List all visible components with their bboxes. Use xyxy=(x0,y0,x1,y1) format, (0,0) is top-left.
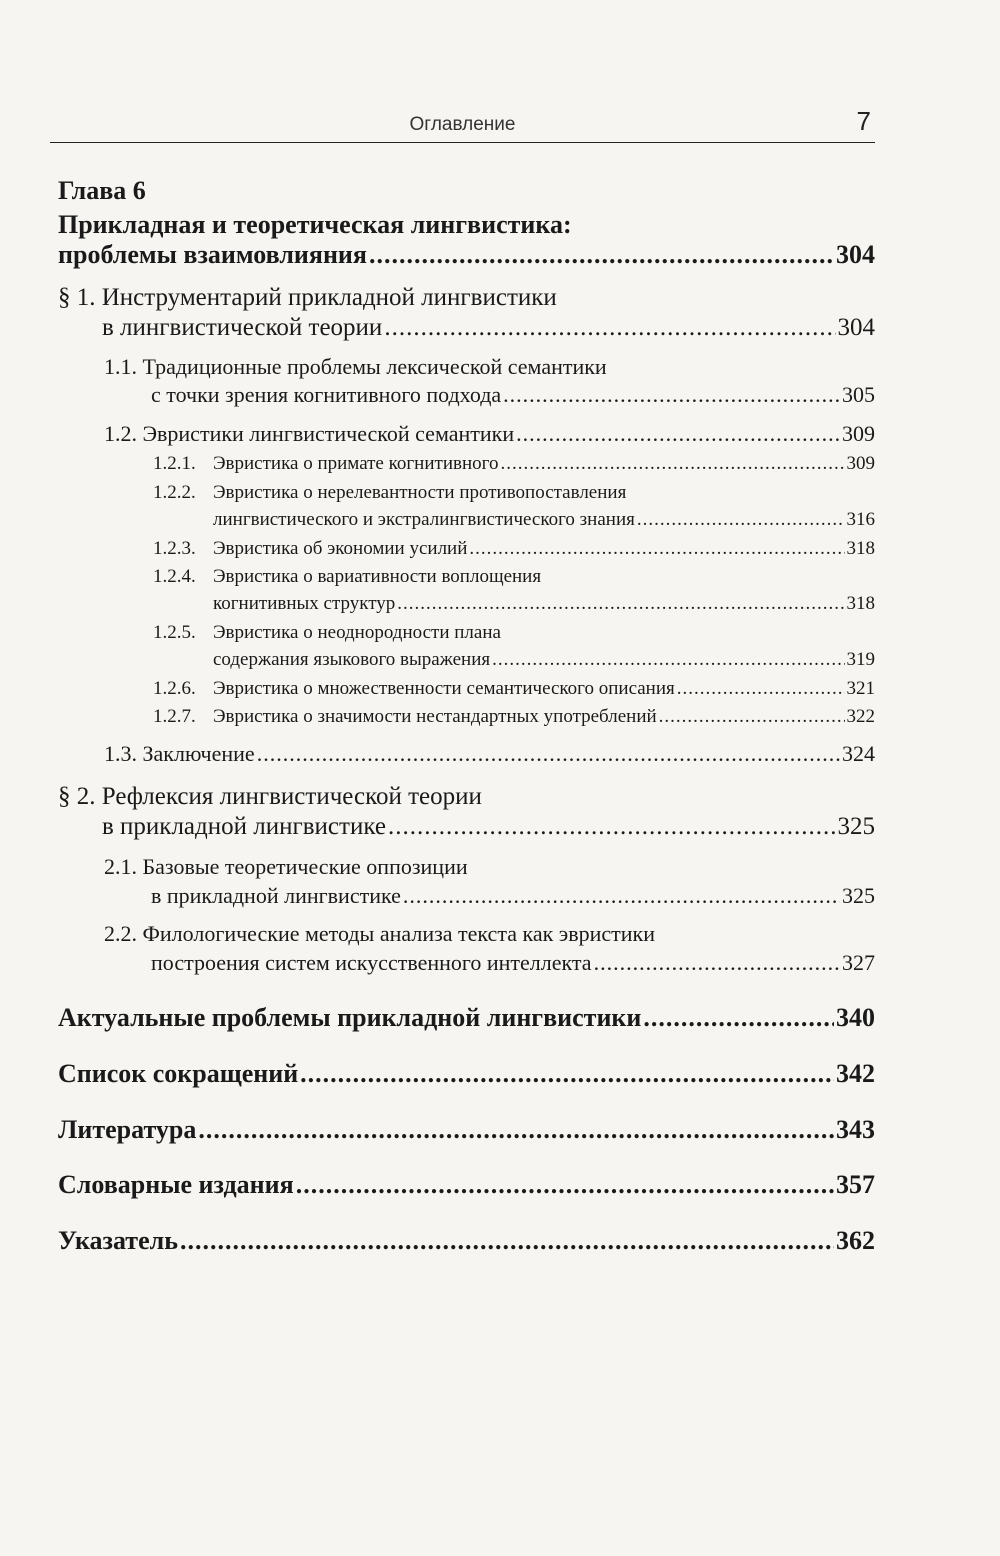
leader-dots xyxy=(369,240,834,270)
leader-dots xyxy=(492,649,844,671)
sub-1-1-line2: с точки зрения когнитивного подхода xyxy=(151,382,502,407)
toc-entry-1-2-2-line1 xyxy=(153,482,626,504)
toc-page-number: 304 xyxy=(836,240,875,269)
entry-title: Эвристика о вариативности воплощения xyxy=(213,566,542,587)
entry-number: 1.2.4. xyxy=(153,566,196,587)
toc-entry-index[interactable] xyxy=(58,1226,875,1256)
leader-dots xyxy=(296,1170,834,1200)
sub-1-1-line1 xyxy=(104,354,607,380)
toc-page-number: 309 xyxy=(842,421,875,446)
toc-page-number: 321 xyxy=(846,678,875,699)
toc-entry-1-2-1[interactable] xyxy=(153,453,875,475)
toc-entry-1-3[interactable] xyxy=(104,741,875,767)
entry-title: Заключение xyxy=(142,741,255,766)
entry-title-line2: содержания языкового выражения xyxy=(213,649,491,670)
toc-page-number: 324 xyxy=(842,741,875,766)
entry-number: 1.2.1. xyxy=(153,453,196,474)
section2-line2: в прикладной лингвистике xyxy=(102,813,386,840)
entry-number: 1.2.6. xyxy=(153,678,196,699)
sub-2-1-line2: в прикладной лингвистике xyxy=(151,883,401,908)
entry-number: 1.2. xyxy=(104,421,137,446)
toc-page-number: 343 xyxy=(836,1115,875,1144)
section1-line1: § 1. Инструментарий прикладной лингвистики xyxy=(58,284,557,311)
toc-page-number: 357 xyxy=(836,1170,875,1199)
entry-title: Базовые теоретические оппозиции xyxy=(142,854,468,879)
leader-dots xyxy=(257,741,840,767)
toc-entry-literature[interactable] xyxy=(58,1115,875,1145)
chapter-title-line1: Прикладная и теоретическая лингвистика: xyxy=(58,210,572,239)
entry-title: Эвристика о множественности семантического описания xyxy=(213,678,675,699)
entry-title: Указатель xyxy=(58,1226,178,1255)
entry-title: Эвристика о значимости нестандартных употреблений xyxy=(213,706,657,727)
entry-title: Эвристика о нерелевантности противопоставления xyxy=(213,482,627,503)
toc-entry-chapter[interactable] xyxy=(58,240,875,270)
chapter-title-line2: проблемы взаимовлияния xyxy=(58,240,367,269)
toc-entry-dictionaries[interactable] xyxy=(58,1170,875,1200)
leader-dots xyxy=(397,593,844,615)
leader-dots xyxy=(403,883,840,909)
chapter-label: Глава 6 xyxy=(58,176,146,205)
sub-2-2-line2: построения систем искусственного интеллекта xyxy=(151,950,592,975)
entry-number: 1.3. xyxy=(104,741,137,766)
entry-title: Актуальные проблемы прикладной лингвистики xyxy=(58,1003,642,1032)
toc-page-number: 362 xyxy=(836,1226,875,1255)
leader-dots xyxy=(637,509,845,531)
leader-dots xyxy=(469,538,844,560)
entry-number: 1.2.3. xyxy=(153,538,196,559)
entry-title: Словарные издания xyxy=(58,1170,294,1199)
entry-title: Эвристики лингвистической семантики xyxy=(142,421,515,446)
entry-number: 1.1. xyxy=(104,354,137,379)
entry-title: Эвристика об экономии усилий xyxy=(213,538,468,559)
toc-entry-1-2[interactable] xyxy=(104,421,875,447)
toc-page-number: 309 xyxy=(846,453,875,474)
section2-line1: § 2. Рефлексия лингвистической теории xyxy=(58,783,482,810)
toc-entry-2-1[interactable] xyxy=(151,883,875,909)
toc-entry-2-2[interactable] xyxy=(151,950,875,976)
leader-dots xyxy=(516,421,840,447)
entry-title: Список сокращений xyxy=(58,1059,299,1088)
sub-1-2-title xyxy=(104,421,514,447)
toc-page-number: 304 xyxy=(837,314,875,341)
toc-page-number: 316 xyxy=(846,509,875,530)
entry-title-line2: лингвистического и экстралингвистического знания xyxy=(213,509,635,530)
toc-entry-1-2-5[interactable] xyxy=(213,649,875,671)
leader-dots xyxy=(198,1115,834,1145)
entry-number: 1.2.5. xyxy=(153,622,196,643)
toc-entry-1-2-5-line1 xyxy=(153,622,501,644)
leader-dots xyxy=(388,813,836,841)
entry-title: Традиционные проблемы лексической семантики xyxy=(142,354,607,379)
toc-entry-actual-problems[interactable] xyxy=(58,1003,875,1033)
section1-line2: в лингвистической теории xyxy=(102,314,383,341)
leader-dots xyxy=(300,1059,834,1089)
toc-page-number: 318 xyxy=(846,593,875,614)
entry-number: 2.2. xyxy=(104,921,137,946)
toc-page-number: 340 xyxy=(836,1003,875,1032)
toc-entry-1-1[interactable] xyxy=(151,382,875,408)
toc-page-number: 327 xyxy=(842,950,875,975)
toc-entry-section2[interactable] xyxy=(102,813,875,841)
toc-page-number: 322 xyxy=(846,706,875,727)
running-head xyxy=(50,106,875,143)
sub-2-1-line1 xyxy=(104,854,468,880)
leader-dots xyxy=(643,1003,834,1033)
toc-entry-1-2-6[interactable] xyxy=(153,678,875,700)
leader-dots xyxy=(384,314,835,342)
entry-title-line2: когнитивных структур xyxy=(213,593,396,614)
toc-page-number: 342 xyxy=(836,1059,875,1088)
entry-number: 2.1. xyxy=(104,854,137,879)
leader-dots xyxy=(500,453,844,475)
running-head-title: Оглавление xyxy=(409,114,516,135)
toc-entry-1-2-7[interactable] xyxy=(153,706,875,728)
toc-entry-abbreviations[interactable] xyxy=(58,1059,875,1089)
entry-title: Филологические методы анализа текста как эвристики xyxy=(142,921,655,946)
entry-title: Эвристика о неоднородности плана xyxy=(213,622,501,643)
entry-title: Эвристика о примате когнитивного xyxy=(213,453,499,474)
sub-2-2-line1 xyxy=(104,921,655,947)
toc-entry-section1[interactable] xyxy=(102,314,875,342)
toc-entry-1-2-3[interactable] xyxy=(153,538,875,560)
toc-entry-1-2-4[interactable] xyxy=(213,593,875,615)
toc-entry-1-2-2[interactable] xyxy=(213,509,875,531)
leader-dots xyxy=(677,678,845,700)
entry-number: 1.2.7. xyxy=(153,706,196,727)
entry-number: 1.2.2. xyxy=(153,482,196,503)
leader-dots xyxy=(503,382,840,408)
toc-entry-1-2-4-line1 xyxy=(153,566,541,588)
leader-dots xyxy=(594,950,840,976)
toc-page-number: 325 xyxy=(837,813,875,840)
entry-title: Литература xyxy=(58,1115,197,1144)
leader-dots xyxy=(180,1226,834,1256)
page-number: 7 xyxy=(856,106,871,136)
toc-page-number: 319 xyxy=(846,649,875,670)
toc-page-number: 318 xyxy=(846,538,875,559)
toc-page-number: 325 xyxy=(842,883,875,908)
toc-page-number: 305 xyxy=(842,382,875,407)
leader-dots xyxy=(659,706,845,728)
